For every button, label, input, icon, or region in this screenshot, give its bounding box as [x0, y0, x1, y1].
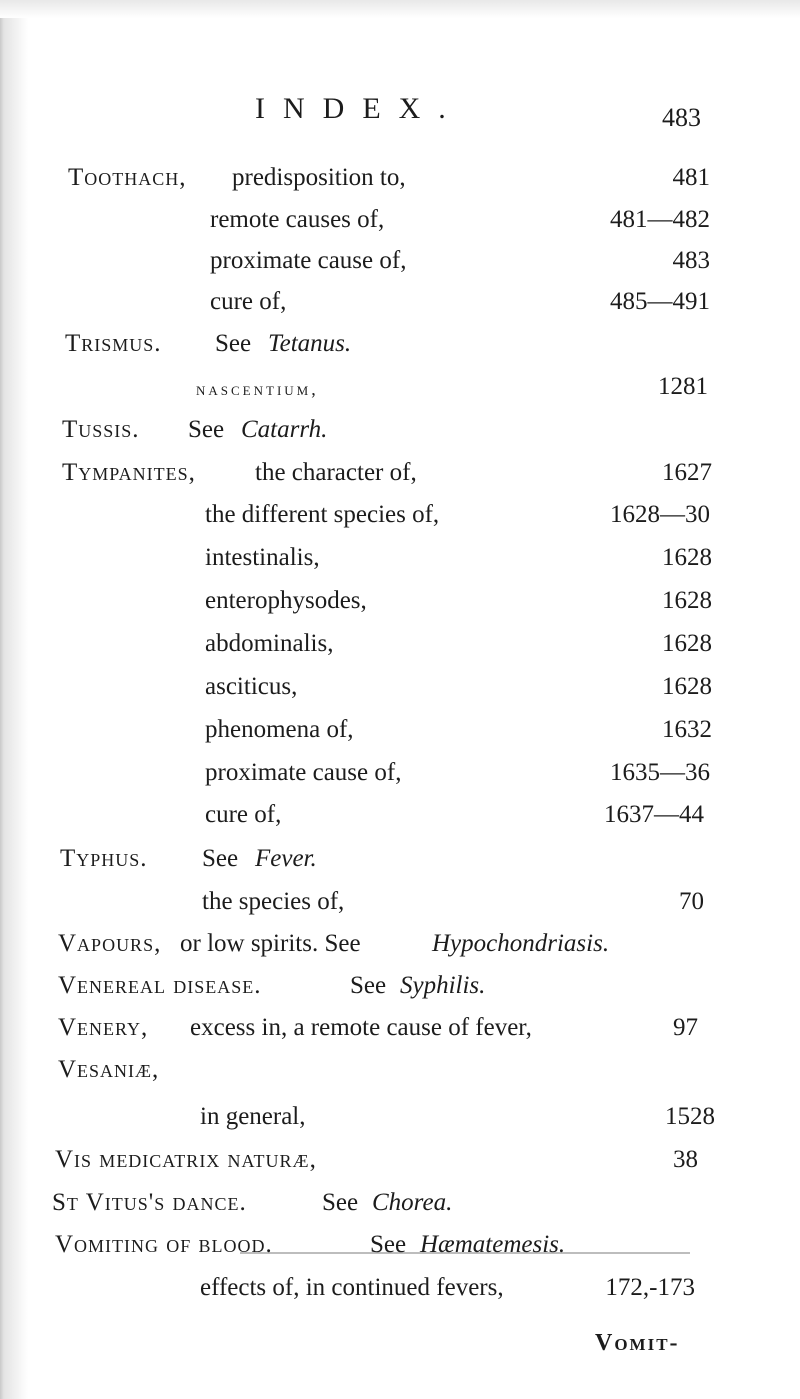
- page-ref: 1632: [662, 716, 712, 743]
- page-title: INDEX.: [255, 92, 464, 125]
- page-ref: 1628—30: [610, 501, 710, 528]
- index-text: the character of,: [255, 459, 417, 486]
- index-entry: [0, 373, 800, 413]
- page-ref: 1528: [665, 1103, 715, 1130]
- page-ref: 1281: [658, 373, 708, 400]
- index-text: predisposition to,: [232, 164, 406, 191]
- index-text: excess in, a remote cause of fever,: [190, 1014, 532, 1041]
- page-ref: 172,-173: [605, 1274, 695, 1301]
- index-text: proximate cause of,: [210, 247, 407, 274]
- index-entry: [0, 716, 800, 756]
- index-term: Venery,: [58, 1014, 149, 1041]
- cross-reference: Chorea.: [372, 1189, 453, 1216]
- page-ref: 38: [673, 1146, 698, 1173]
- index-text: See: [370, 1231, 407, 1258]
- page-ref: 1628: [662, 673, 712, 700]
- index-entry: [0, 845, 800, 885]
- index-entry: [0, 972, 800, 1012]
- index-text: or low spirits. See: [180, 930, 361, 957]
- index-text: phenomena of,: [205, 716, 354, 743]
- index-entry: [0, 1231, 800, 1271]
- page-ref: 481: [672, 164, 710, 191]
- index-entry: [0, 1146, 800, 1186]
- index-entry: [0, 630, 800, 670]
- page-ref: 70: [679, 888, 704, 915]
- index-term: Vesaniæ,: [58, 1056, 160, 1083]
- index-entry: [0, 247, 800, 287]
- index-text: proximate cause of,: [205, 759, 402, 786]
- index-text: cure of,: [210, 288, 287, 315]
- index-entry: [0, 1103, 800, 1143]
- index-entry: [0, 416, 800, 456]
- cross-reference: Hæmatemesis.: [420, 1231, 566, 1258]
- index-term: Trismus.: [65, 330, 162, 357]
- index-entry: [0, 801, 800, 841]
- index-entry: [0, 544, 800, 584]
- page-ref: 1628: [662, 544, 712, 571]
- cross-reference: Hypochondriasis.: [432, 930, 610, 957]
- index-text: asciticus,: [205, 673, 298, 700]
- index-entry: [0, 459, 800, 499]
- index-entry: [0, 930, 800, 970]
- page-number: 483: [662, 103, 701, 132]
- index-text: intestinalis,: [205, 544, 320, 571]
- index-text: enterophysodes,: [205, 587, 367, 614]
- index-entry: [0, 330, 800, 370]
- index-entry: [0, 673, 800, 713]
- index-entry: [0, 1274, 800, 1314]
- index-text: abdominalis,: [205, 630, 334, 657]
- index-entry: [0, 501, 800, 541]
- index-term: Tussis.: [62, 416, 140, 443]
- cross-reference: Catarrh.: [241, 416, 328, 443]
- index-entry: [0, 587, 800, 627]
- index-text: See: [202, 845, 239, 872]
- index-entry: [0, 288, 800, 328]
- page-ref: 1637—44: [604, 801, 704, 828]
- index-term: St Vitus's dance.: [52, 1189, 247, 1216]
- index-term: nascentium,: [196, 379, 319, 399]
- index-text: See: [188, 416, 225, 443]
- index-term: Vomiting of blood.: [55, 1231, 273, 1258]
- index-term: Venereal disease.: [58, 972, 262, 999]
- index-text: See: [322, 1189, 359, 1216]
- page-ref: 97: [673, 1014, 698, 1041]
- index-entry: [0, 206, 800, 246]
- page-ref: 485—491: [610, 288, 710, 315]
- index-entry: [0, 1056, 800, 1096]
- cross-reference: Syphilis.: [400, 972, 486, 999]
- catchword: Vomit-: [595, 1330, 680, 1356]
- index-term: Toothach,: [68, 164, 187, 191]
- index-term: Typhus.: [60, 845, 148, 872]
- index-term: Vapours,: [58, 930, 162, 957]
- page-ref: 1627: [662, 459, 712, 486]
- page-ref: 481—482: [610, 206, 710, 233]
- index-text: effects of, in continued fevers,: [200, 1274, 504, 1301]
- index-term: Vis medicatrix naturæ,: [55, 1146, 317, 1173]
- index-text: See: [215, 330, 252, 357]
- cross-reference: Fever.: [255, 845, 317, 872]
- index-text: the different species of,: [205, 501, 440, 528]
- index-entry: [0, 1014, 800, 1054]
- page-ref: 483: [672, 247, 710, 274]
- cross-reference: Tetanus.: [268, 330, 352, 357]
- index-text: remote causes of,: [210, 206, 385, 233]
- index-entry: [0, 759, 800, 799]
- page-top-edge: [0, 0, 800, 18]
- index-text: the species of,: [202, 888, 345, 915]
- page-ref: 1635—36: [610, 759, 710, 786]
- index-text: cure of,: [205, 801, 282, 828]
- index-term: Tympanites,: [62, 459, 196, 486]
- index-entry: [0, 1189, 800, 1229]
- index-entry: [0, 164, 800, 204]
- index-entry: [0, 888, 800, 928]
- index-text: See: [350, 972, 387, 999]
- page-ref: 1628: [662, 630, 712, 657]
- page-ref: 1628: [662, 587, 712, 614]
- index-text: in general,: [200, 1103, 306, 1130]
